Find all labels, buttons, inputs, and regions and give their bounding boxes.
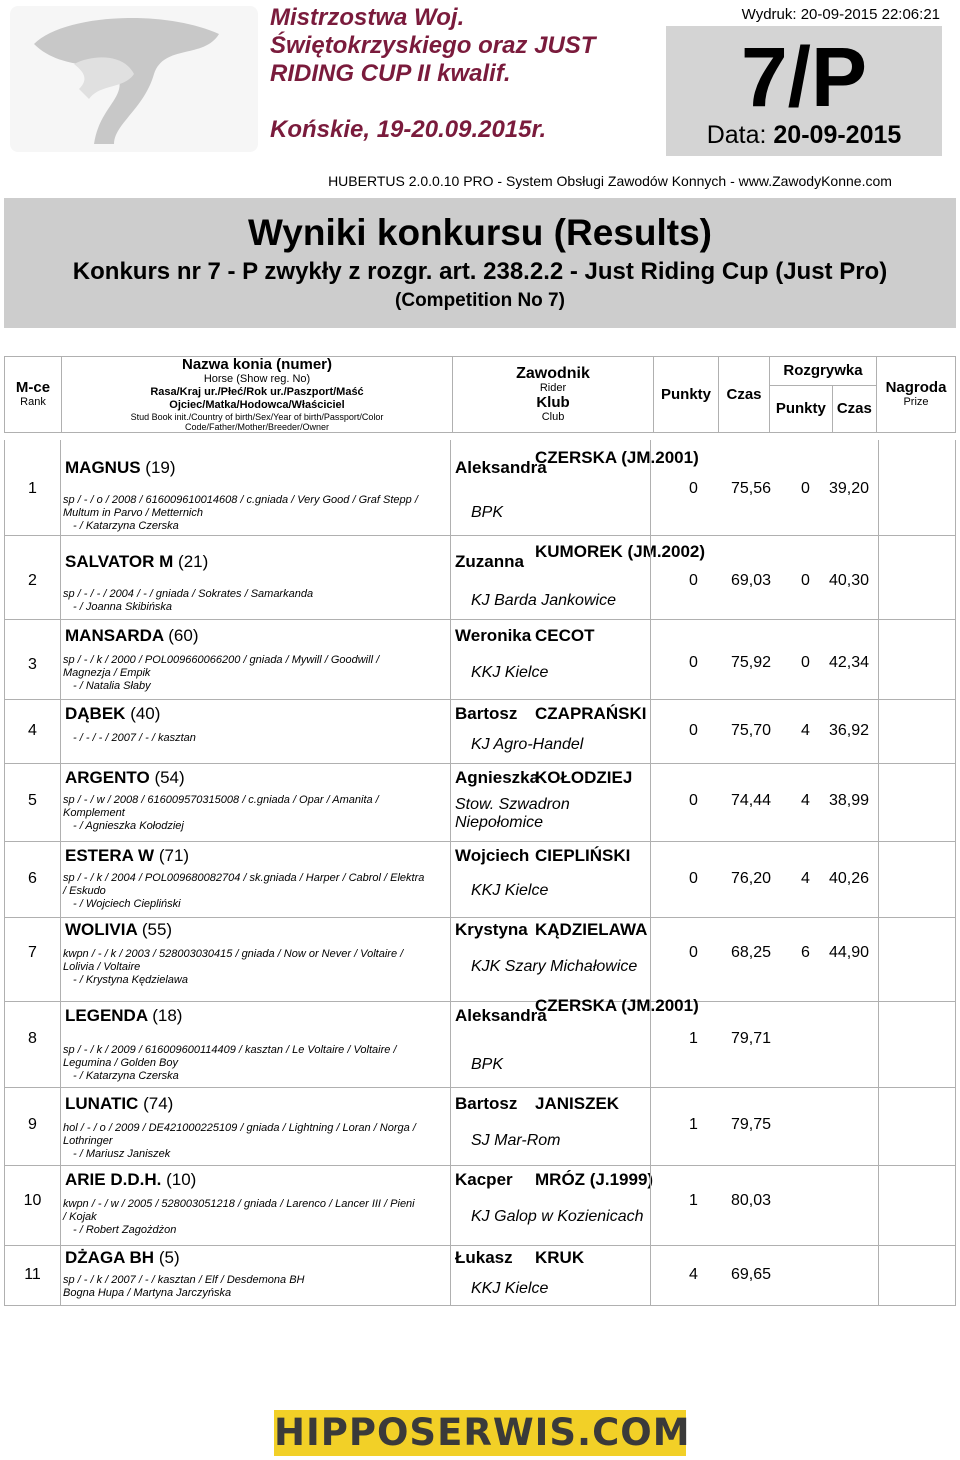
club: KJ Agro-Handel xyxy=(471,736,584,753)
horse-details: sp / - / k / 2009 / 616009600114409 / kasztan / Le Voltaire / Voltaire / Legumina / Golden Boy - / Katarzyna Czerska xyxy=(63,1044,397,1082)
competition-date xyxy=(666,121,942,150)
rider-last-name: KĄDZIELAWA xyxy=(535,920,648,939)
result-row xyxy=(4,620,956,700)
horse-details: sp / - / k / 2007 / - / kasztan / Elf / Desdemona BH Bogna Hupa / Martyna Jarczyńska xyxy=(63,1274,305,1299)
jumpoff-time: 44,90 xyxy=(829,944,870,961)
time: 74,44 xyxy=(731,792,772,809)
club: KJ Galop w Kozienicach xyxy=(471,1208,644,1225)
header-jumpoff: Rozgrywka xyxy=(770,357,877,386)
horse-details: kwpn / - / k / 2003 / 528003030415 / gniada / Now or Never / Voltaire / Lolivia / Voltaire - / Krystyna Kędzielawa xyxy=(63,948,404,986)
horse-name: ARGENTO (54) xyxy=(65,768,185,787)
horse-name: SALVATOR M (21) xyxy=(65,552,209,571)
rank: 8 xyxy=(28,1030,37,1047)
points: 0 xyxy=(689,944,698,961)
jumpoff-points: 0 xyxy=(801,480,810,497)
prize xyxy=(878,1166,956,1246)
horse-name: DĄBEK (40) xyxy=(65,704,161,723)
rider-first-name: Weronika xyxy=(455,626,532,645)
result-row xyxy=(4,700,956,764)
club: SJ Mar-Rom xyxy=(471,1132,561,1149)
prize xyxy=(878,1246,956,1306)
points: 0 xyxy=(689,480,698,497)
rider-first-name: Aleksandra xyxy=(455,1006,547,1025)
points: 1 xyxy=(689,1192,698,1209)
points: 0 xyxy=(689,792,698,809)
rider-last-name: KRUK xyxy=(535,1248,585,1267)
club: BPK xyxy=(471,504,504,521)
jumpoff-points: 4 xyxy=(801,792,810,809)
jumpoff-points: 4 xyxy=(801,722,810,739)
rider-last-name: KUMOREK (JM.2002) xyxy=(535,542,706,561)
prize xyxy=(878,440,956,536)
header-prize: Nagroda Prize xyxy=(877,357,956,433)
horse-details: sp / - / o / 2008 / 616009610014608 / c.gniada / Very Good / Graf Stepp / Multum in Parvo / Metternich - / Katarzyna Czerska xyxy=(63,494,418,532)
club: KKJ Kielce xyxy=(471,1280,549,1297)
rank: 9 xyxy=(28,1116,37,1133)
club: KKJ Kielce xyxy=(471,882,549,899)
event-title: Mistrzostwa Woj. Świętokrzyskiego oraz JUST RIDING CUP II kwalif. xyxy=(270,4,596,87)
jumpoff-time: 42,34 xyxy=(829,654,870,671)
rider-first-name: Krystyna xyxy=(455,920,528,939)
rank: 3 xyxy=(28,656,37,673)
rider-last-name: CZERSKA (JM.2001) xyxy=(535,448,699,467)
rank: 10 xyxy=(23,1192,42,1209)
prize xyxy=(878,1088,956,1166)
rider-first-name: Bartosz xyxy=(455,1094,518,1113)
rider-last-name: CZERSKA (JM.2001) xyxy=(535,996,699,1015)
result-row xyxy=(4,536,956,620)
time: 80,03 xyxy=(731,1192,772,1209)
results-header xyxy=(4,356,956,433)
points: 0 xyxy=(689,722,698,739)
event-logo xyxy=(4,4,264,154)
prize xyxy=(878,842,956,918)
result-row xyxy=(4,996,956,1088)
result-row xyxy=(4,842,956,918)
results-title: Wyniki konkursu (Results) xyxy=(248,212,712,253)
club: Stow. Szwadron Niepołomice xyxy=(455,796,570,831)
prize xyxy=(878,764,956,842)
jumpoff-time: 39,20 xyxy=(829,480,870,497)
jumpoff-points: 6 xyxy=(801,944,810,961)
result-row xyxy=(4,440,956,536)
result-row xyxy=(4,1166,956,1246)
club: BPK xyxy=(471,1056,504,1073)
horse-details: sp / - / k / 2000 / POL009660066200 / gniada / Mywill / Goodwill / Magnezja / Empik - / Natalia Słaby xyxy=(63,654,380,692)
points: 0 xyxy=(689,654,698,671)
time: 79,75 xyxy=(731,1116,772,1133)
rank: 5 xyxy=(28,792,37,809)
sponsor-logo-text: HIPPOSERWIS.COM xyxy=(274,1411,691,1454)
rider-first-name: Wojciech xyxy=(455,846,530,865)
header-rank: M-ce Rank xyxy=(5,357,62,433)
jumpoff-points: 0 xyxy=(801,572,810,589)
points: 1 xyxy=(689,1030,698,1047)
horse-name: WOLIVIA (55) xyxy=(65,920,173,939)
rider-last-name: JANISZEK xyxy=(535,1094,620,1113)
date-value: 20-09-2015 xyxy=(773,121,902,149)
club: KJ Barda Jankowice xyxy=(471,592,616,609)
result-row xyxy=(4,1246,956,1306)
time: 69,65 xyxy=(731,1266,772,1283)
header-jumpoff-time: Czas xyxy=(832,386,876,433)
time: 76,20 xyxy=(731,870,772,887)
rank: 1 xyxy=(28,480,37,497)
header-jumpoff-points: Punkty xyxy=(770,386,833,433)
software-credit: HUBERTUS 2.0.0.10 PRO - System Obsługi Zawodów Konnych - www.ZawodyKonne.com xyxy=(328,173,892,189)
header-time: Czas xyxy=(719,357,770,433)
result-row xyxy=(4,918,956,1002)
club: KKJ Kielce xyxy=(471,664,549,681)
rank: 2 xyxy=(28,572,37,589)
rider-last-name: CIEPLIŃSKI xyxy=(535,846,631,865)
jumpoff-time: 36,92 xyxy=(829,722,870,739)
horse-details: hol / - / o / 2009 / DE421000225109 / gniada / Lightning / Loran / Norga / Lothringer - / Mariusz Janiszek xyxy=(63,1122,416,1160)
date-label: Data: xyxy=(706,121,767,149)
rider-last-name: CECOT xyxy=(535,626,595,645)
prize xyxy=(878,918,956,1002)
time: 79,71 xyxy=(731,1030,772,1047)
header-points: Punkty xyxy=(654,357,719,433)
rider-first-name: Kacper xyxy=(455,1170,513,1189)
horse-name: ARIE D.D.H. (10) xyxy=(65,1170,197,1189)
rank: 7 xyxy=(28,944,37,961)
time: 75,56 xyxy=(731,480,772,497)
time: 69,03 xyxy=(731,572,772,589)
competition-name: Konkurs nr 7 - P zwykły z rozgr. art. 238.2.2 - Just Riding Cup (Just Pro) xyxy=(72,258,888,285)
time: 75,70 xyxy=(731,722,772,739)
prize xyxy=(878,620,956,700)
rider-last-name: CZAPRAŃSKI xyxy=(535,704,647,723)
horse-details: - / - / - / 2007 / - / kasztan xyxy=(73,732,196,744)
rider-last-name: MRÓZ (J.1999) xyxy=(535,1170,654,1189)
horse-name: LUNATIC (74) xyxy=(65,1094,174,1113)
jumpoff-points: 0 xyxy=(801,654,810,671)
rider-first-name: Łukasz xyxy=(455,1248,513,1267)
horse-details: kwpn / - / w / 2005 / 528003051218 / gniada / Larenco / Lancer III / Pieni / Kojak - / Robert Zagożdżon xyxy=(63,1198,415,1236)
jumpoff-time: 38,99 xyxy=(829,792,870,809)
rank: 4 xyxy=(28,722,37,739)
horse-name: MAGNUS (19) xyxy=(65,458,176,477)
prize xyxy=(878,536,956,620)
rider-first-name: Zuzanna xyxy=(455,552,524,571)
horse-details: sp / - / - / 2004 / - / gniada / Sokrates / Samarkanda - / Joanna Skibińska xyxy=(63,588,314,613)
rider-first-name: Aleksandra xyxy=(455,458,547,477)
header-horse: Nazwa konia (numer) Horse (Show reg. No) Rasa/Kraj ur./Płeć/Rok ur./Paszport/Maść Ojciec/Matka/Hodowca/Właściciel Stud Book init./Country of birth/Sex/Year of birth/Passport/Color Code/Father/Mother/Breeder/Owner xyxy=(62,357,453,433)
horse-details: sp / - / w / 2008 / 616009570315008 / c.gniada / Opar / Amanita / Komplement - / Agnieszka Kołodziej xyxy=(63,794,379,832)
points: 0 xyxy=(689,870,698,887)
prize xyxy=(878,1002,956,1088)
points: 4 xyxy=(689,1266,698,1283)
competition-subtitle: (Competition No 7) xyxy=(395,290,565,311)
rider-last-name: KOŁODZIEJ xyxy=(535,768,633,787)
jumpoff-points: 4 xyxy=(801,870,810,887)
print-timestamp: Wydruk: 20-09-2015 22:06:21 xyxy=(741,6,940,23)
horse-name: DŻAGA BH (5) xyxy=(65,1248,180,1267)
jumpoff-time: 40,26 xyxy=(829,870,870,887)
horse-name: LEGENDA (18) xyxy=(65,1006,183,1025)
rider-first-name: Bartosz xyxy=(455,704,518,723)
club: KJK Szary Michałowice xyxy=(471,958,638,975)
rank: 11 xyxy=(24,1266,41,1283)
result-row xyxy=(4,764,956,842)
rider-first-name: Agnieszka xyxy=(455,768,540,787)
prize xyxy=(878,700,956,764)
points: 0 xyxy=(689,572,698,589)
horse-name: MANSARDA (60) xyxy=(65,626,199,645)
results-banner xyxy=(4,198,956,328)
time: 68,25 xyxy=(731,944,772,961)
rank: 6 xyxy=(28,870,37,887)
result-row xyxy=(4,1088,956,1166)
event-place-date: Końskie, 19-20.09.2015r. xyxy=(270,116,547,143)
horse-details: sp / - / k / 2004 / POL009680082704 / sk.gniada / Harper / Cabrol / Elektra / Eskudo - / Wojciech Ciepliński xyxy=(63,872,425,910)
points: 1 xyxy=(689,1116,698,1133)
header-rider: Zawodnik Rider Klub Club xyxy=(453,357,654,433)
jumpoff-time: 40,30 xyxy=(829,572,870,589)
competition-code-box xyxy=(666,26,942,156)
horse-name: ESTERA W (71) xyxy=(65,846,190,865)
time: 75,92 xyxy=(731,654,772,671)
sponsor-banner[interactable] xyxy=(274,1410,691,1456)
competition-code: 7/P xyxy=(740,30,868,124)
